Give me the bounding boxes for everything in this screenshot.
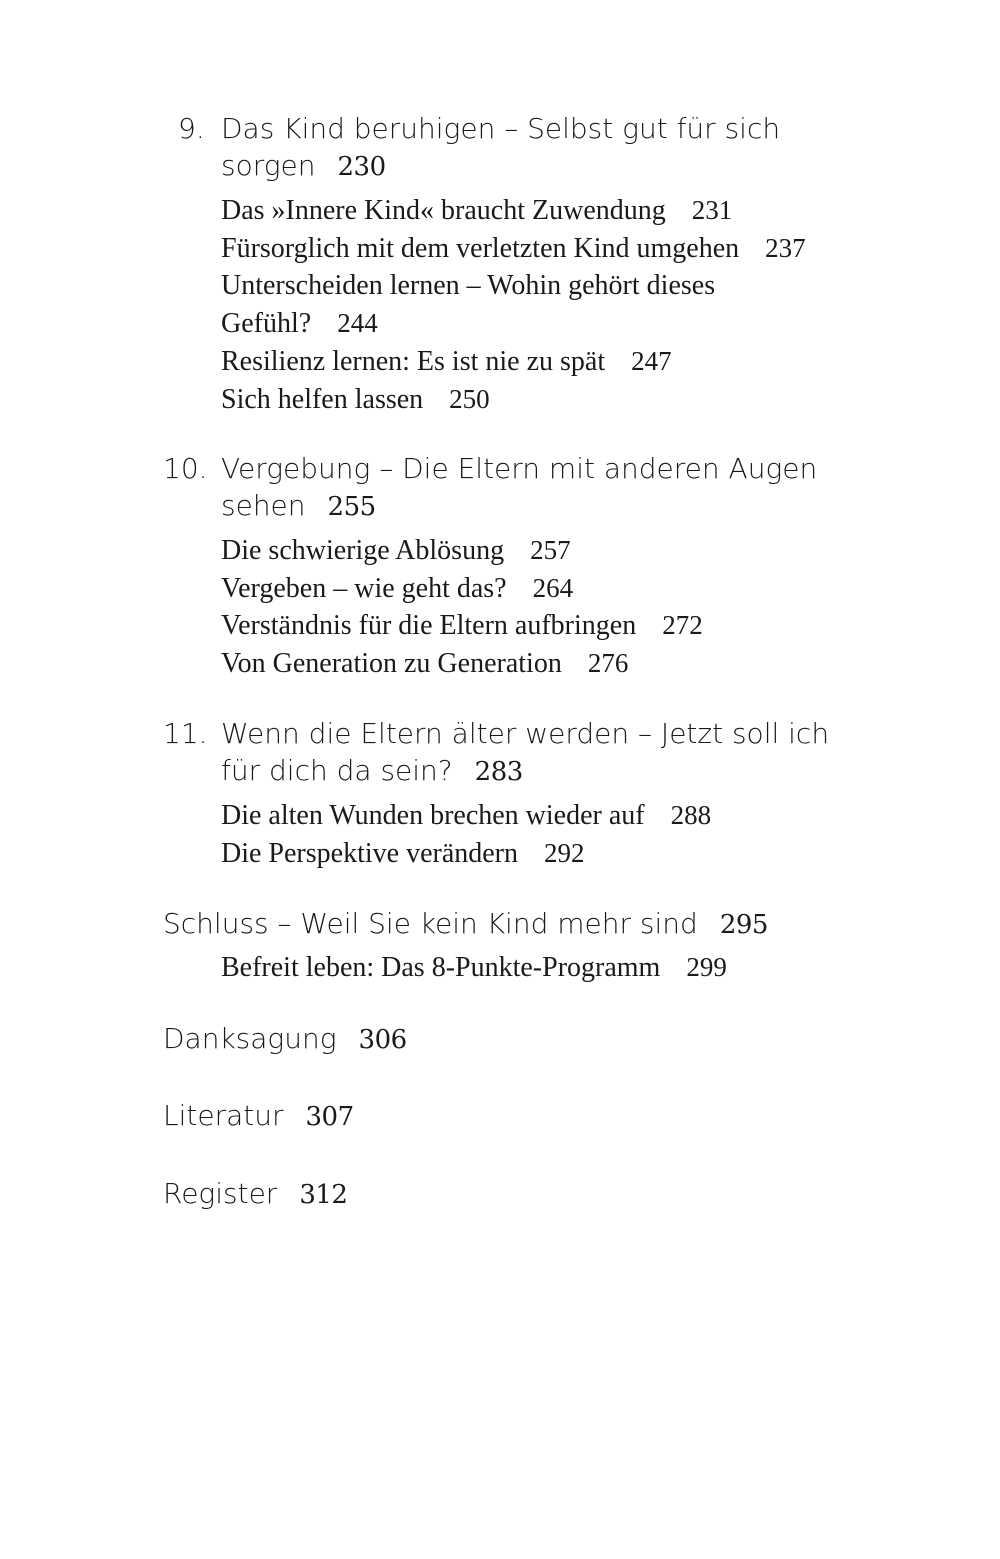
chapter-title: Wenn die Eltern älter werden – Jetzt soll ich für dich da sein? 283 bbox=[221, 717, 830, 787]
toc-section[interactable] bbox=[221, 230, 881, 268]
section-title: Vergeben – wie geht das? bbox=[221, 572, 507, 604]
toc-section[interactable] bbox=[221, 570, 881, 608]
section-page: 231 bbox=[691, 195, 733, 225]
toc-section[interactable] bbox=[221, 343, 881, 381]
chapter-page: 255 bbox=[327, 492, 376, 522]
section-page: 288 bbox=[670, 800, 712, 830]
toc-section[interactable] bbox=[221, 797, 881, 835]
section-page: 292 bbox=[544, 837, 585, 868]
section-title: Fürsorglich mit dem verletzten Kind umgehen bbox=[221, 232, 740, 264]
section-title: Befreit leben: Das 8-Punkte-Programm bbox=[221, 952, 661, 983]
section-page: 272 bbox=[662, 610, 703, 641]
section-page: 237 bbox=[765, 232, 806, 263]
section-page: 250 bbox=[449, 383, 490, 414]
section-title: Unterscheiden lernen – Wohin gehört dieses Gefühl? bbox=[221, 270, 716, 340]
chapter-number: 11. bbox=[163, 717, 208, 750]
section-page: 299 bbox=[686, 952, 727, 982]
section-title: Die alten Wunden brechen wieder auf bbox=[221, 800, 645, 831]
section-page: 247 bbox=[631, 345, 672, 376]
backmatter-title-text: Register bbox=[163, 1177, 278, 1210]
toc-section[interactable] bbox=[221, 645, 881, 683]
section-title: Resilienz lernen: Es ist nie zu spät bbox=[221, 345, 606, 377]
section-page: 244 bbox=[337, 308, 378, 339]
toc-section[interactable] bbox=[221, 267, 881, 342]
backmatter-title bbox=[163, 1175, 863, 1214]
toc-section[interactable] bbox=[221, 835, 881, 873]
toc-section[interactable] bbox=[221, 192, 881, 230]
section-title: Die schwierige Ablösung bbox=[221, 535, 505, 566]
chapter-number: 10. bbox=[163, 452, 208, 485]
backmatter-title bbox=[163, 1097, 863, 1136]
toc-sections-closing bbox=[221, 949, 881, 987]
toc-section[interactable] bbox=[221, 381, 881, 419]
toc-section[interactable] bbox=[221, 607, 881, 645]
closing-title-text: Schluss – Weil Sie kein Kind mehr sind bbox=[163, 907, 698, 940]
toc-sections-10 bbox=[221, 532, 881, 683]
section-page: 276 bbox=[587, 648, 629, 679]
chapter-title: Das Kind beruhigen – Selbst gut für sich sorgen 230 bbox=[221, 112, 781, 182]
chapter-title: Vergebung – Die Eltern mit anderen Augen sehen 255 bbox=[221, 452, 818, 522]
toc-section[interactable] bbox=[221, 532, 881, 570]
toc-sections-9 bbox=[221, 192, 881, 418]
section-title: Das »Innere Kind« braucht Zuwendung bbox=[221, 195, 666, 226]
section-page: 264 bbox=[532, 572, 574, 603]
section-title: Die Perspektive verändern bbox=[221, 837, 518, 869]
backmatter-title-text: Literatur bbox=[163, 1099, 284, 1132]
backmatter-page: 307 bbox=[305, 1102, 354, 1132]
section-title: Von Generation zu Generation bbox=[221, 648, 562, 680]
section-title: Verständnis für die Eltern aufbringen bbox=[221, 610, 637, 642]
toc-sections-11 bbox=[221, 797, 881, 872]
chapter-page: 283 bbox=[474, 757, 523, 787]
backmatter-title bbox=[163, 1020, 863, 1059]
backmatter-page: 312 bbox=[299, 1180, 348, 1210]
backmatter-title-text: Danksagung bbox=[163, 1022, 337, 1055]
closing-title bbox=[163, 905, 863, 944]
chapter-page: 230 bbox=[337, 152, 386, 182]
section-page: 257 bbox=[530, 535, 571, 565]
section-title: Sich helfen lassen bbox=[221, 383, 424, 415]
closing-page: 295 bbox=[719, 910, 768, 940]
chapter-number: 9. bbox=[178, 112, 205, 145]
toc-section[interactable] bbox=[221, 949, 881, 987]
backmatter-page: 306 bbox=[358, 1025, 407, 1055]
